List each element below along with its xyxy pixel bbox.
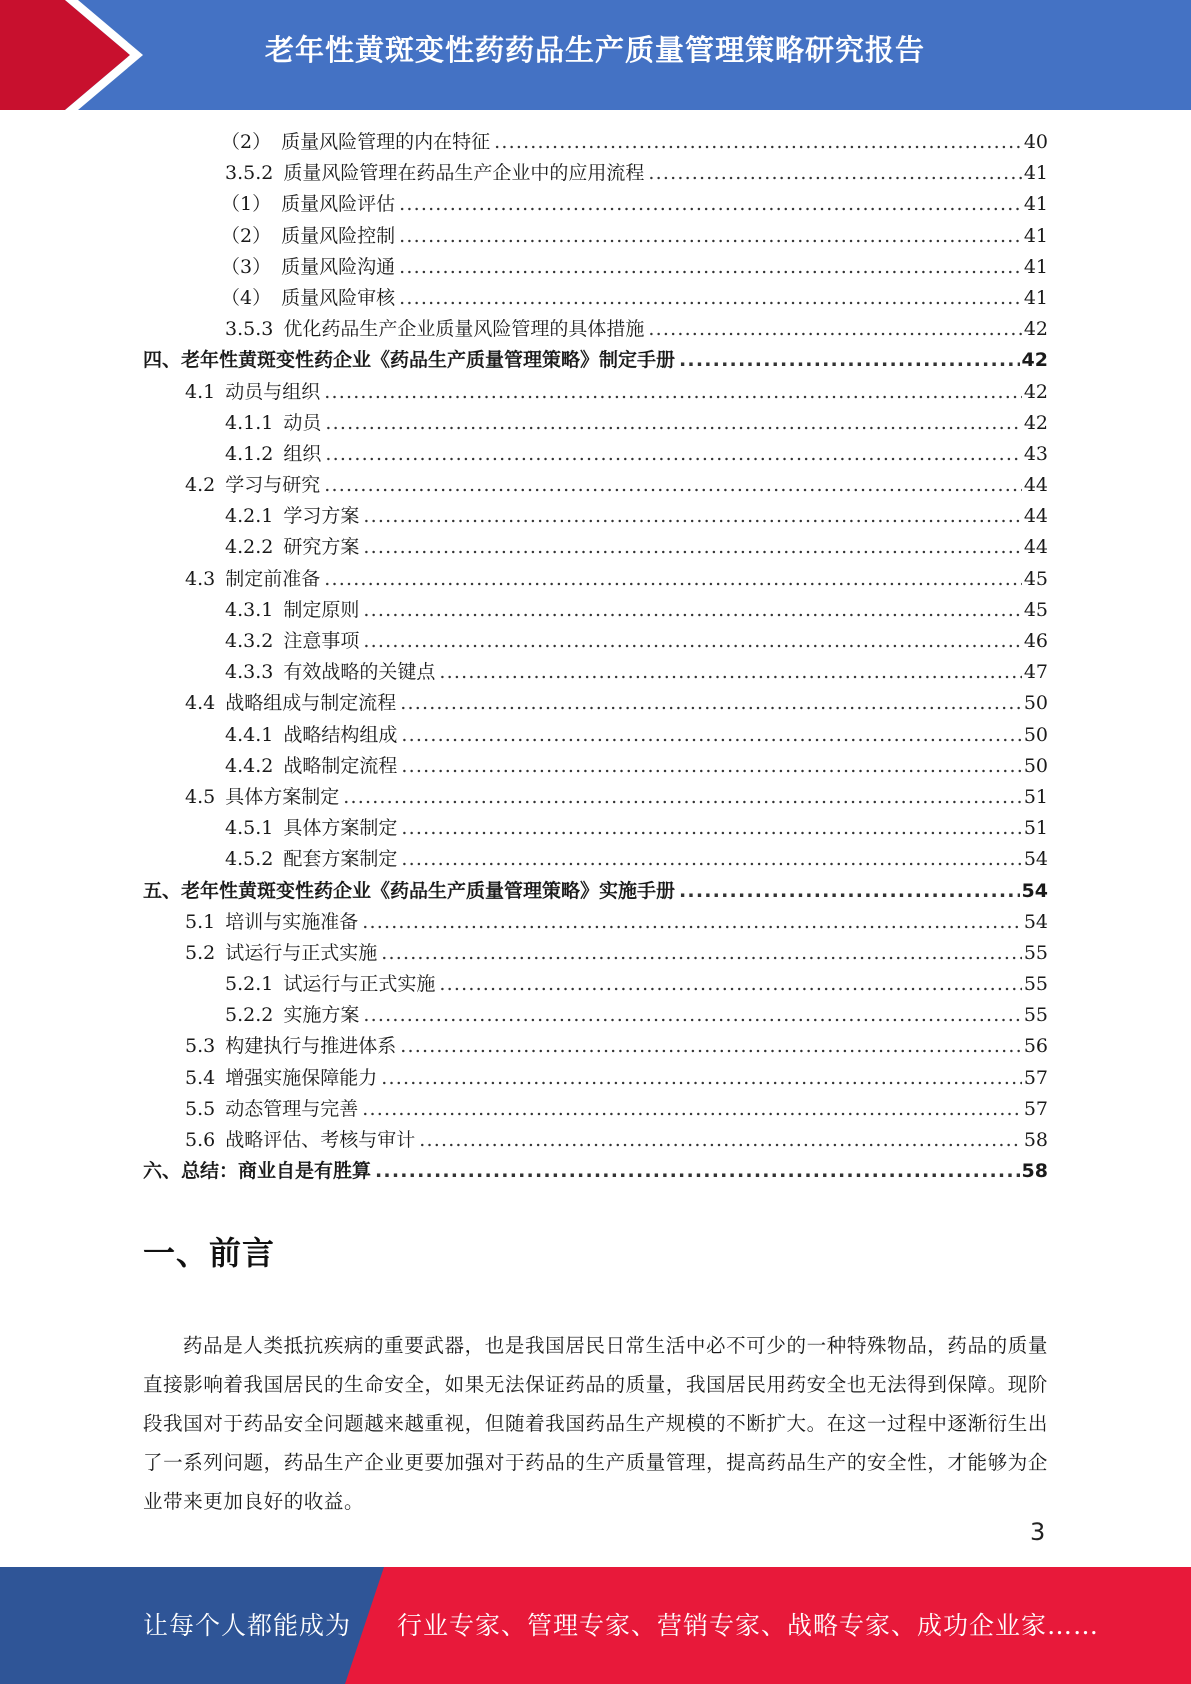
toc-entry[interactable] <box>143 501 1048 532</box>
toc-entry-page: 41 <box>1023 224 1048 247</box>
toc-entry-page: 45 <box>1023 567 1048 590</box>
toc-entry-number: （3） <box>221 255 272 278</box>
toc-entry-label: 学习方案 <box>283 505 360 528</box>
toc-entry-label: 具体方案制定 <box>225 785 340 808</box>
toc-entry[interactable] <box>143 439 1048 470</box>
toc-dot-leader <box>375 1160 1020 1182</box>
toc-entry[interactable] <box>143 876 1048 907</box>
toc-entry-number: 5.2.1 <box>225 973 274 996</box>
toc-dot-leader <box>381 1067 1022 1089</box>
toc-entry-label: 试运行与正式实施 <box>283 973 436 996</box>
footer-slogan-right: 行业专家、管理专家、营销专家、战略专家、成功企业家…… <box>397 1611 1100 1640</box>
toc-dot-leader <box>363 1004 1021 1026</box>
toc-entry-number: 4.4 <box>185 692 216 715</box>
toc-entry-label: 战略评估、考核与审计 <box>225 1129 416 1151</box>
toc-entry-number: 3.5.2 <box>225 162 274 185</box>
toc-entry-label: 四、老年性黄斑变性药企业《药品生产质量管理策略》制定手册 <box>143 349 676 372</box>
toc-entry-page: 42 <box>1023 318 1048 341</box>
toc-entry-label: 六、总结：商业自是有胜算 <box>143 1160 372 1183</box>
toc-entry-number: 4.2.2 <box>225 536 274 559</box>
section-heading: 一、前言 <box>143 1234 276 1272</box>
toc-entry-page: 41 <box>1023 193 1048 216</box>
report-title: 老年性黄斑变性药药品生产质量管理策略研究报告 <box>265 33 926 67</box>
toc-entry-number: 4.5 <box>185 785 216 808</box>
toc-entry-number: （1） <box>221 193 272 216</box>
toc-entry-page: 55 <box>1023 973 1048 996</box>
toc-entry[interactable] <box>143 720 1048 751</box>
toc-entry-page: 51 <box>1023 785 1048 808</box>
toc-entry[interactable] <box>143 1000 1048 1031</box>
toc-entry-number: （4） <box>221 286 272 309</box>
toc-entry[interactable] <box>143 283 1048 314</box>
toc-entry-page: 56 <box>1023 1035 1048 1058</box>
body-paragraph: 药品是人类抵抗疾病的重要武器，也是我国居民日常生活中必不可少的一种特殊物品，药品的质量直接影响着我国居民的生命安全，如果无法保证药品的质量，我国居民用药安全也无法得到保障。现阶段我国对于药品安全问题越来越重视，但随着我国药品生产规模的不断扩大。在这一过程中逐渐衍生出了一系列问题，药品生产企业更要加强对于药品的生产质量管理，提高药品生产的安全性，才能够为企业带来更加良好的收益。 <box>143 1334 1048 1513</box>
toc-entry[interactable] <box>143 907 1048 938</box>
toc-entry-page: 51 <box>1023 817 1048 840</box>
toc-entry-label: 试运行与正式实施 <box>225 941 378 964</box>
toc-dot-leader <box>325 412 1021 434</box>
toc-entry[interactable] <box>143 813 1048 844</box>
toc-entry-label: 动员 <box>283 411 322 434</box>
toc-entry-page: 47 <box>1023 661 1048 684</box>
toc-entry-page: 58 <box>1021 1160 1048 1183</box>
toc-dot-leader <box>679 349 1020 371</box>
toc-dot-leader <box>325 443 1021 465</box>
toc-entry-number: 3.5.3 <box>225 318 274 341</box>
toc-entry-number: 4.5.2 <box>225 848 274 871</box>
toc-dot-leader <box>400 692 1022 714</box>
toc-entry[interactable] <box>143 1063 1048 1094</box>
toc-entry-number: 4.5.1 <box>225 817 274 840</box>
toc-entry[interactable] <box>143 470 1048 501</box>
toc-entry-page: 57 <box>1023 1097 1048 1120</box>
toc-entry[interactable] <box>143 844 1048 875</box>
toc-entry-label: 制定原则 <box>283 598 360 621</box>
toc-entry-label: 具体方案制定 <box>283 817 398 840</box>
toc-dot-leader <box>439 973 1021 995</box>
toc-entry[interactable] <box>143 314 1048 345</box>
toc-dot-leader <box>362 911 1022 933</box>
toc-entry-label: 动员与组织 <box>225 380 321 403</box>
toc-entry-label: 实施方案 <box>283 1004 360 1027</box>
toc-entry-number: 4.4.2 <box>225 754 274 777</box>
toc-dot-leader <box>363 505 1021 527</box>
toc-entry[interactable] <box>143 938 1048 969</box>
toc-entry-number: 4.3.2 <box>225 630 274 652</box>
toc-entry-label: 增强实施保障能力 <box>225 1066 378 1089</box>
toc-entry-label: 动态管理与完善 <box>225 1097 359 1120</box>
page-header <box>0 0 1191 110</box>
toc-entry-page: 44 <box>1023 474 1048 497</box>
toc-entry-number: 5.1 <box>185 910 216 933</box>
toc-entry-page: 54 <box>1021 879 1048 902</box>
chevron-arrow-icon <box>0 0 160 110</box>
toc-entry-number: 4.1 <box>185 380 216 403</box>
toc-entry[interactable] <box>143 252 1048 283</box>
toc-entry-label: 研究方案 <box>283 536 360 559</box>
toc-entry-number: 4.2 <box>185 474 216 497</box>
footer-slogan-left: 让每个人都能成为 <box>143 1611 352 1640</box>
toc-entry-label: 战略组成与制定流程 <box>225 692 397 715</box>
toc-entry-page: 41 <box>1023 255 1048 278</box>
toc-entry-number: 5.2.2 <box>225 1004 274 1027</box>
toc-dot-leader <box>419 1129 1022 1151</box>
toc-entry-label: 战略结构组成 <box>283 723 398 746</box>
toc-entry-label: 优化药品生产企业质量风险管理的具体措施 <box>283 318 645 341</box>
toc-entry[interactable] <box>143 1156 1048 1187</box>
toc-dot-leader <box>381 942 1022 964</box>
toc-entry-label: 有效战略的关键点 <box>283 661 436 684</box>
toc-entry-page: 41 <box>1023 286 1048 309</box>
toc-entry-label: 制定前准备 <box>225 567 321 590</box>
toc-entry-label: 五、老年性黄斑变性药企业《药品生产质量管理策略》实施手册 <box>143 879 676 902</box>
toc-entry[interactable] <box>143 657 1048 688</box>
toc-entry-label: 质量风险控制 <box>281 224 396 247</box>
toc-entry-number: 5.4 <box>185 1066 216 1089</box>
toc-dot-leader <box>363 599 1021 621</box>
toc-entry-number: 5.6 <box>185 1129 216 1151</box>
toc-dot-leader <box>399 193 1022 215</box>
toc-entry-number: 4.4.1 <box>225 723 274 746</box>
toc-entry[interactable] <box>143 377 1048 408</box>
toc-entry-label: 组织 <box>283 442 322 465</box>
toc-entry-label: 构建执行与推进体系 <box>225 1035 397 1058</box>
toc-entry-page: 58 <box>1023 1129 1048 1151</box>
toc-entry-page: 45 <box>1023 598 1048 621</box>
toc-dot-leader <box>401 724 1021 746</box>
toc-entry[interactable] <box>143 221 1048 252</box>
toc-entry-page: 44 <box>1023 505 1048 528</box>
toc-entry-page: 50 <box>1023 723 1048 746</box>
toc-dot-leader <box>679 880 1020 902</box>
toc-entry[interactable] <box>143 408 1048 439</box>
toc-entry-number: 5.3 <box>185 1035 216 1058</box>
toc-dot-leader <box>399 287 1022 309</box>
toc-entry[interactable] <box>143 127 1048 158</box>
toc-entry-label: 质量风险管理在药品生产企业中的应用流程 <box>283 162 645 185</box>
toc-dot-leader <box>363 630 1021 652</box>
toc-entry-page: 50 <box>1023 692 1048 715</box>
toc-dot-leader <box>324 474 1022 496</box>
toc-entry[interactable] <box>143 751 1048 782</box>
toc-dot-leader <box>363 536 1021 558</box>
toc-entry[interactable] <box>143 532 1048 563</box>
toc-entry-label: 质量风险审核 <box>281 286 396 309</box>
toc-dot-leader <box>648 162 1021 184</box>
toc-dot-leader <box>401 848 1021 870</box>
toc-entry[interactable] <box>143 1094 1048 1125</box>
toc-dot-leader <box>648 318 1021 340</box>
toc-entry-number: 4.1.2 <box>225 442 274 465</box>
toc-dot-leader <box>324 381 1022 403</box>
toc-entry-number: 4.3.1 <box>225 598 274 621</box>
toc-entry[interactable] <box>143 564 1048 595</box>
toc-entry[interactable] <box>143 969 1048 1000</box>
toc-entry-page: 42 <box>1023 380 1048 403</box>
toc-entry-page: 55 <box>1023 1004 1048 1027</box>
page-number: 3 <box>1030 1518 1046 1546</box>
toc-entry-number: 4.3 <box>185 567 216 590</box>
toc-dot-leader <box>399 256 1022 278</box>
toc-entry-label: 培训与实施准备 <box>225 910 359 933</box>
toc-entry-label: 质量风险管理的内在特征 <box>281 131 491 153</box>
toc-entry[interactable] <box>143 595 1048 626</box>
toc-entry-page: 46 <box>1023 630 1048 652</box>
toc-entry-page: 50 <box>1023 754 1048 777</box>
toc-entry-label: 配套方案制定 <box>283 848 398 871</box>
toc-entry-page: 54 <box>1023 848 1048 871</box>
toc-entry-page: 42 <box>1023 411 1048 434</box>
toc-entry-page: 43 <box>1023 442 1048 465</box>
toc-entry-page: 44 <box>1023 536 1048 559</box>
toc-entry-label: 注意事项 <box>283 630 360 652</box>
toc-dot-leader <box>362 1098 1022 1120</box>
toc-dot-leader <box>401 755 1021 777</box>
toc-entry-number: （2） <box>221 224 272 247</box>
toc-entry[interactable] <box>143 189 1048 220</box>
toc-entry[interactable] <box>143 626 1048 657</box>
toc-entry[interactable] <box>143 158 1048 189</box>
toc-entry-number: （2） <box>221 131 272 153</box>
toc-entry-label: 质量风险评估 <box>281 193 396 216</box>
toc-entry[interactable] <box>143 1125 1048 1156</box>
toc-entry[interactable] <box>143 1031 1048 1062</box>
toc-entry-number: 4.1.1 <box>225 411 274 434</box>
toc-entry-page: 42 <box>1021 349 1048 372</box>
toc-dot-leader <box>324 568 1022 590</box>
toc-entry[interactable] <box>143 345 1048 376</box>
toc-entry-number: 5.5 <box>185 1097 216 1120</box>
toc-entry-page: 55 <box>1023 941 1048 964</box>
toc-entry[interactable] <box>143 782 1048 813</box>
toc-entry-page: 41 <box>1023 162 1048 185</box>
toc-entry-number: 4.3.3 <box>225 661 274 684</box>
toc-entry-label: 战略制定流程 <box>283 754 398 777</box>
toc-dot-leader <box>400 1035 1022 1057</box>
toc-dot-leader <box>343 786 1022 808</box>
page-footer <box>0 1567 1191 1684</box>
toc-entry-page: 57 <box>1023 1066 1048 1089</box>
toc-entry[interactable] <box>143 688 1048 719</box>
table-of-contents <box>143 127 1048 1187</box>
toc-dot-leader <box>399 225 1022 247</box>
toc-dot-leader <box>494 131 1022 153</box>
toc-entry-page: 40 <box>1023 131 1048 153</box>
toc-entry-label: 质量风险沟通 <box>281 255 396 278</box>
toc-dot-leader <box>439 661 1021 683</box>
toc-entry-number: 4.2.1 <box>225 505 274 528</box>
toc-dot-leader <box>401 817 1021 839</box>
toc-entry-label: 学习与研究 <box>225 474 321 497</box>
toc-entry-page: 54 <box>1023 910 1048 933</box>
toc-entry-number: 5.2 <box>185 941 216 964</box>
